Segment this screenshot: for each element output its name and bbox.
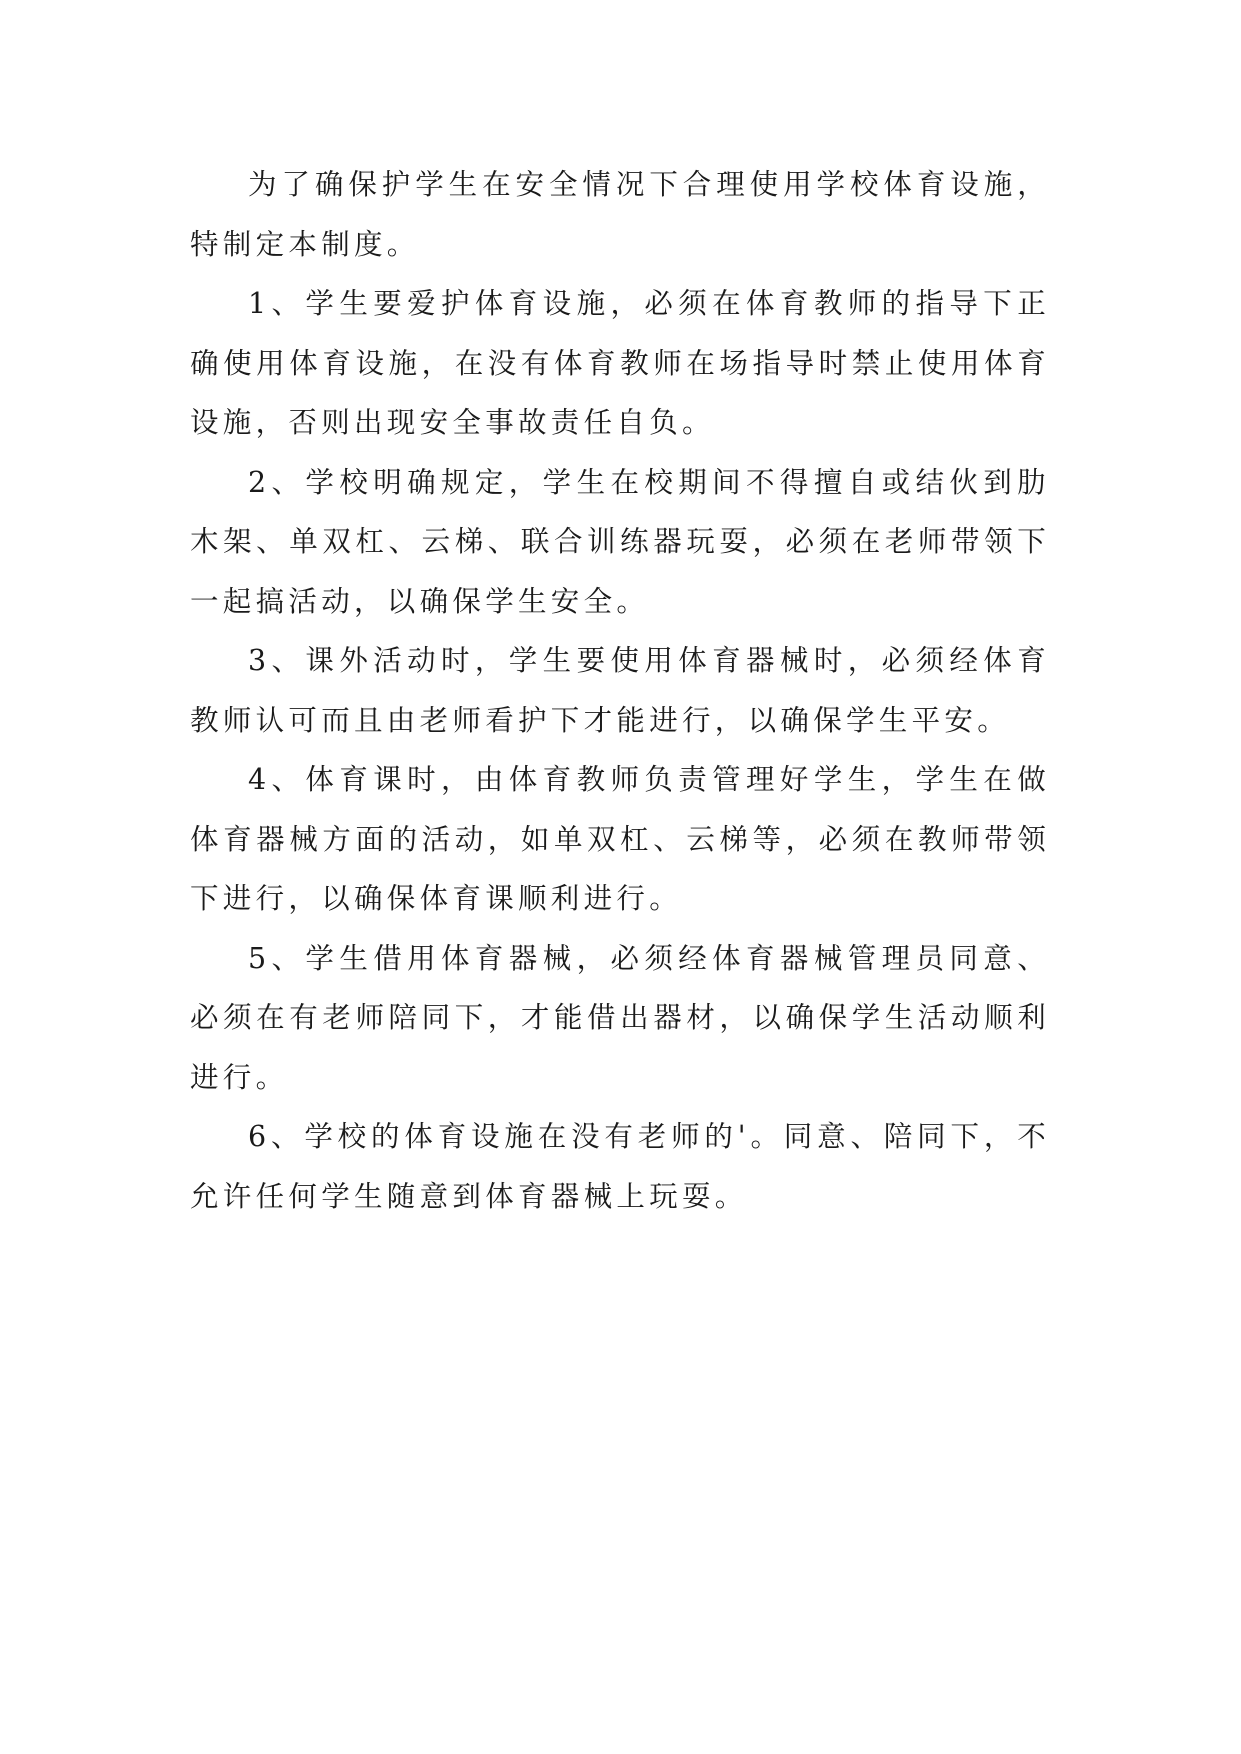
intro-paragraph: 为了确保护学生在安全情况下合理使用学校体育设施，特制定本制度。	[190, 168, 1050, 261]
rule-paragraph-1: 1、学生要爱护体育设施，必须在体育教师的指导下正确使用体育设施，在没有体育教师在场指导时禁止使用体育设施，否则出现安全事故责任自负。	[190, 287, 1050, 439]
document-body	[190, 155, 1050, 1226]
rule-paragraph-5: 5、学生借用体育器械，必须经体育器械管理员同意、必须在有老师陪同下，才能借出器材，以确保学生活动顺利进行。	[190, 941, 1050, 1094]
rule-paragraph-3: 3、课外活动时，学生要使用体育器械时，必须经体育教师认可而且由老师看护下才能进行，以确保学生平安。	[190, 644, 1050, 737]
rule-paragraph-6: 6、学校的体育设施在没有老师的'。同意、陪同下，不允许任何学生随意到体育器械上玩耍。	[190, 1120, 1050, 1213]
rule-paragraph-4: 4、体育课时，由体育教师负责管理好学生，学生在做体育器械方面的活动，如单双杠、云梯等，必须在教师带领下进行，以确保体育课顺利进行。	[190, 763, 1050, 915]
rule-paragraph-2: 2、学校明确规定，学生在校期间不得擅自或结伙到肋木架、单双杠、云梯、联合训练器玩耍，必须在老师带领下一起搞活动，以确保学生安全。	[190, 465, 1050, 618]
